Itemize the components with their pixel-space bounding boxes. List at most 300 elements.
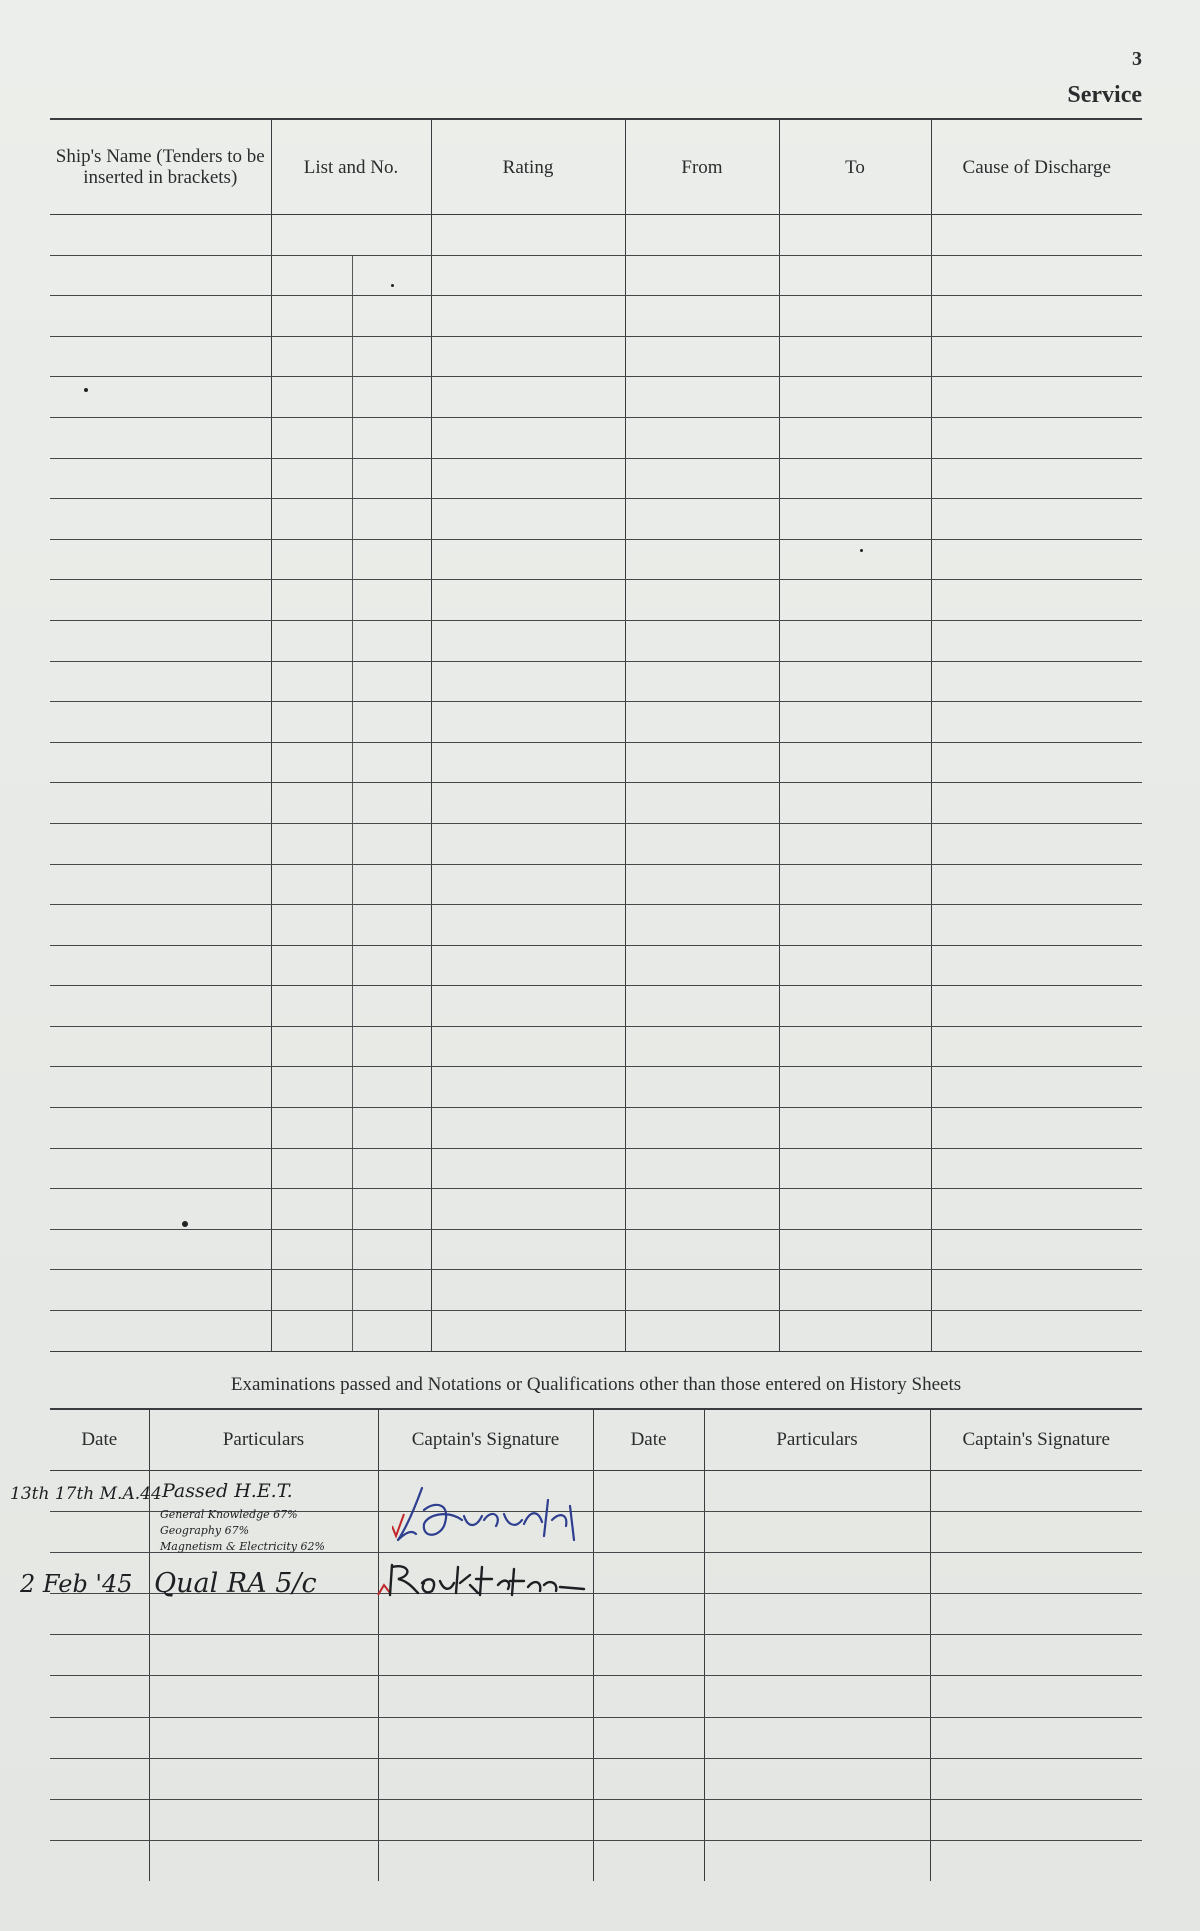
service-row [50, 580, 1142, 621]
cell-cause [931, 986, 1142, 1027]
cell-cause [931, 255, 1142, 296]
cell-from [625, 620, 779, 661]
cell-date [50, 1512, 149, 1553]
cell-cause [931, 1148, 1142, 1189]
cell-to [779, 1311, 931, 1352]
cell-date [593, 1512, 704, 1553]
cell-no [352, 1229, 431, 1270]
cell-no [352, 905, 431, 946]
cell-date [593, 1799, 704, 1840]
cell-no [352, 296, 431, 337]
cell-signature [378, 1799, 593, 1840]
cell-no [352, 620, 431, 661]
header-captain-signature-right: Captain's Signature [930, 1409, 1142, 1471]
cell-from [625, 336, 779, 377]
cell-rating [431, 905, 625, 946]
cell-ships-name [50, 661, 271, 702]
cell-to [779, 1108, 931, 1149]
cell-particulars [149, 1799, 378, 1840]
cell-cause [931, 499, 1142, 540]
cell-ships-name [50, 1270, 271, 1311]
cell-particulars [704, 1594, 930, 1635]
cell-from [625, 539, 779, 580]
cell-no [352, 255, 431, 296]
cell-from [625, 296, 779, 337]
cell-ships-name [50, 823, 271, 864]
cell-ships-name [50, 580, 271, 621]
cell-signature [930, 1594, 1142, 1635]
cell-list [271, 945, 352, 986]
ink-speck [182, 1221, 188, 1227]
exam-row [50, 1717, 1142, 1758]
service-row [50, 336, 1142, 377]
service-row [50, 661, 1142, 702]
header-cause-of-discharge: Cause of Discharge [931, 119, 1142, 215]
examinations-caption: Examinations passed and Notations or Qualifications other than those entered on History Sheets [230, 1374, 962, 1395]
cell-date [50, 1799, 149, 1840]
cell-rating [431, 864, 625, 905]
cell-particulars [704, 1676, 930, 1717]
cell-from [625, 1148, 779, 1189]
cell-date [593, 1717, 704, 1758]
cell-to [779, 458, 931, 499]
cell-no [352, 661, 431, 702]
cell-list [271, 499, 352, 540]
cell-to [779, 255, 931, 296]
cell-from [625, 864, 779, 905]
cell-particulars [149, 1676, 378, 1717]
cell-cause [931, 1229, 1142, 1270]
cell-list [271, 661, 352, 702]
cell-to [779, 661, 931, 702]
cell-list [271, 905, 352, 946]
service-row [50, 986, 1142, 1027]
cell-no [352, 1067, 431, 1108]
header-date-right: Date [593, 1409, 704, 1471]
cell-cause [931, 1189, 1142, 1230]
cell-to [779, 1229, 931, 1270]
cell-list [271, 702, 352, 743]
cell-ships-name [50, 539, 271, 580]
cell-from [625, 1229, 779, 1270]
cell-date [593, 1471, 704, 1512]
cell-no [352, 823, 431, 864]
cell-cause [931, 539, 1142, 580]
cell-date [593, 1676, 704, 1717]
cell-to [779, 336, 931, 377]
cell-rating [431, 1270, 625, 1311]
cell-rating [431, 215, 625, 256]
cell-no [352, 215, 431, 256]
header-date-left: Date [50, 1409, 149, 1471]
cell-cause [931, 1108, 1142, 1149]
cell-date [50, 1717, 149, 1758]
cell-signature [378, 1676, 593, 1717]
cell-list [271, 215, 352, 256]
cell-cause [931, 702, 1142, 743]
cell-to [779, 377, 931, 418]
cell-rating [431, 1108, 625, 1149]
cell-particulars [149, 1594, 378, 1635]
cell-no [352, 986, 431, 1027]
cell-particulars [149, 1717, 378, 1758]
cell-cause [931, 377, 1142, 418]
cell-from [625, 255, 779, 296]
service-row [50, 539, 1142, 580]
cell-from [625, 580, 779, 621]
cell-list [271, 377, 352, 418]
cell-rating [431, 702, 625, 743]
cell-date [50, 1758, 149, 1799]
cell-cause [931, 1067, 1142, 1108]
cell-no [352, 1270, 431, 1311]
cell-cause [931, 742, 1142, 783]
cell-from [625, 783, 779, 824]
cell-ships-name [50, 986, 271, 1027]
cell-particulars [704, 1553, 930, 1594]
cell-ships-name [50, 336, 271, 377]
service-row [50, 255, 1142, 296]
cell-rating [431, 1229, 625, 1270]
cell-to [779, 864, 931, 905]
header-rating: Rating [431, 119, 625, 215]
cell-from [625, 742, 779, 783]
service-table [50, 118, 1142, 1352]
entry-1-detail: Geography 67% [160, 1524, 250, 1537]
cell-date [593, 1840, 704, 1881]
cell-cause [931, 1026, 1142, 1067]
exam-row [50, 1840, 1142, 1881]
cell-signature [378, 1717, 593, 1758]
cell-rating [431, 986, 625, 1027]
header-particulars-left: Particulars [149, 1409, 378, 1471]
cell-from [625, 499, 779, 540]
service-row [50, 620, 1142, 661]
cell-list [271, 417, 352, 458]
service-row [50, 1067, 1142, 1108]
cell-no [352, 580, 431, 621]
cell-rating [431, 539, 625, 580]
cell-list [271, 580, 352, 621]
cell-list [271, 823, 352, 864]
cell-cause [931, 458, 1142, 499]
exam-row [50, 1594, 1142, 1635]
cell-date [593, 1594, 704, 1635]
cell-rating [431, 458, 625, 499]
service-row [50, 905, 1142, 946]
cell-cause [931, 336, 1142, 377]
cell-ships-name [50, 620, 271, 661]
cell-to [779, 945, 931, 986]
cell-no [352, 945, 431, 986]
cell-list [271, 864, 352, 905]
cell-date [50, 1840, 149, 1881]
cell-list [271, 1026, 352, 1067]
cell-to [779, 702, 931, 743]
cell-particulars [704, 1717, 930, 1758]
cell-to [779, 823, 931, 864]
cell-rating [431, 1026, 625, 1067]
cell-rating [431, 742, 625, 783]
service-row [50, 377, 1142, 418]
cell-list [271, 539, 352, 580]
cell-signature [378, 1840, 593, 1881]
cell-list [271, 1067, 352, 1108]
service-row [50, 1108, 1142, 1149]
cell-ships-name [50, 417, 271, 458]
cell-list [271, 783, 352, 824]
cell-no [352, 1311, 431, 1352]
header-to: To [779, 119, 931, 215]
cell-list [271, 1229, 352, 1270]
cell-ships-name [50, 1229, 271, 1270]
service-row [50, 1148, 1142, 1189]
cell-cause [931, 1311, 1142, 1352]
entry-1-detail: Magnetism & Electricity 62% [160, 1540, 325, 1553]
service-row [50, 1026, 1142, 1067]
cell-date [593, 1635, 704, 1676]
entry-1-detail: General Knowledge 67% [160, 1508, 298, 1521]
cell-cause [931, 864, 1142, 905]
cell-ships-name [50, 458, 271, 499]
cell-to [779, 499, 931, 540]
cell-ships-name [50, 905, 271, 946]
cell-cause [931, 215, 1142, 256]
service-row [50, 945, 1142, 986]
cell-from [625, 1067, 779, 1108]
ink-speck [860, 549, 863, 552]
service-row [50, 742, 1142, 783]
cell-ships-name [50, 296, 271, 337]
cell-to [779, 1189, 931, 1230]
cell-list [271, 336, 352, 377]
cell-no [352, 864, 431, 905]
cell-rating [431, 580, 625, 621]
cell-no [352, 742, 431, 783]
header-list-and-no: List and No. [271, 119, 431, 215]
cell-ships-name [50, 1148, 271, 1189]
cell-particulars [704, 1471, 930, 1512]
cell-no [352, 1148, 431, 1189]
cell-rating [431, 823, 625, 864]
cell-no [352, 1026, 431, 1067]
cell-rating [431, 783, 625, 824]
captain-signature-2 [374, 1555, 594, 1605]
cell-ships-name [50, 499, 271, 540]
cell-list [271, 1270, 352, 1311]
cell-no [352, 458, 431, 499]
service-row [50, 296, 1142, 337]
cell-to [779, 1270, 931, 1311]
cell-particulars [149, 1635, 378, 1676]
exam-row [50, 1676, 1142, 1717]
cell-signature [930, 1799, 1142, 1840]
cell-from [625, 945, 779, 986]
cell-from [625, 661, 779, 702]
cell-from [625, 417, 779, 458]
cell-from [625, 1270, 779, 1311]
cell-particulars [704, 1799, 930, 1840]
cell-cause [931, 620, 1142, 661]
cell-date [50, 1635, 149, 1676]
cell-list [271, 620, 352, 661]
ink-speck [84, 388, 88, 392]
cell-rating [431, 661, 625, 702]
cell-signature [930, 1635, 1142, 1676]
cell-date [593, 1758, 704, 1799]
cell-to [779, 296, 931, 337]
captain-signature-1 [392, 1480, 592, 1550]
cell-rating [431, 620, 625, 661]
service-row [50, 702, 1142, 743]
cell-to [779, 1026, 931, 1067]
cell-from [625, 1189, 779, 1230]
cell-from [625, 905, 779, 946]
cell-from [625, 458, 779, 499]
header-captain-signature-left: Captain's Signature [378, 1409, 593, 1471]
cell-particulars [149, 1840, 378, 1881]
cell-to [779, 986, 931, 1027]
cell-from [625, 986, 779, 1027]
cell-list [271, 255, 352, 296]
service-header-row [50, 119, 1142, 215]
cell-ships-name [50, 1026, 271, 1067]
cell-no [352, 336, 431, 377]
cell-ships-name [50, 1067, 271, 1108]
cell-rating [431, 417, 625, 458]
cell-to [779, 1067, 931, 1108]
cell-particulars [149, 1758, 378, 1799]
cell-to [779, 417, 931, 458]
cell-list [271, 296, 352, 337]
cell-date [50, 1594, 149, 1635]
cell-date [50, 1676, 149, 1717]
cell-from [625, 702, 779, 743]
cell-list [271, 1108, 352, 1149]
header-particulars-right: Particulars [704, 1409, 930, 1471]
cell-from [625, 377, 779, 418]
cell-signature [930, 1512, 1142, 1553]
cell-rating [431, 1148, 625, 1189]
header-from: From [625, 119, 779, 215]
examinations-table [50, 1408, 1142, 1881]
cell-cause [931, 580, 1142, 621]
cell-cause [931, 1270, 1142, 1311]
cell-to [779, 1148, 931, 1189]
cell-list [271, 1148, 352, 1189]
cell-rating [431, 499, 625, 540]
cell-list [271, 1311, 352, 1352]
cell-ships-name [50, 742, 271, 783]
cell-to [779, 620, 931, 661]
service-row [50, 417, 1142, 458]
cell-date [593, 1553, 704, 1594]
header-ships-name: Ship's Name (Tenders to be inserted in brackets) [50, 119, 271, 215]
service-row [50, 458, 1142, 499]
cell-list [271, 986, 352, 1027]
cell-rating [431, 296, 625, 337]
cell-no [352, 783, 431, 824]
cell-rating [431, 377, 625, 418]
cell-particulars [704, 1758, 930, 1799]
exam-row [50, 1758, 1142, 1799]
entry-2-particulars: Qual RA 5/c [154, 1568, 317, 1599]
cell-ships-name [50, 255, 271, 296]
cell-rating [431, 255, 625, 296]
service-row [50, 1189, 1142, 1230]
cell-from [625, 823, 779, 864]
cell-ships-name [50, 864, 271, 905]
cell-no [352, 377, 431, 418]
cell-ships-name [50, 783, 271, 824]
cell-list [271, 1189, 352, 1230]
service-row [50, 783, 1142, 824]
cell-cause [931, 661, 1142, 702]
entry-2-date: 2 Feb '45 [20, 1570, 133, 1598]
exam-header-row [50, 1409, 1142, 1471]
cell-signature [378, 1758, 593, 1799]
cell-to [779, 742, 931, 783]
cell-rating [431, 1189, 625, 1230]
cell-ships-name [50, 945, 271, 986]
cell-from [625, 1311, 779, 1352]
cell-to [779, 580, 931, 621]
cell-particulars [704, 1840, 930, 1881]
cell-ships-name [50, 1108, 271, 1149]
cell-list [271, 742, 352, 783]
cell-to [779, 783, 931, 824]
exam-row [50, 1799, 1142, 1840]
cell-signature [378, 1635, 593, 1676]
cell-particulars [704, 1635, 930, 1676]
cell-signature [930, 1758, 1142, 1799]
cell-from [625, 1108, 779, 1149]
cell-from [625, 215, 779, 256]
cell-cause [931, 945, 1142, 986]
cell-signature [930, 1717, 1142, 1758]
service-row [50, 1270, 1142, 1311]
cell-rating [431, 336, 625, 377]
page-number: 3 [1132, 48, 1142, 70]
service-row [50, 215, 1142, 256]
entry-1-date: 13th 17th M.A.44 [10, 1484, 162, 1504]
entry-1-particulars: Passed H.E.T. [162, 1480, 293, 1502]
service-row [50, 823, 1142, 864]
cell-rating [431, 1067, 625, 1108]
section-title: Service [1067, 82, 1142, 108]
cell-signature [930, 1471, 1142, 1512]
cell-ships-name [50, 1189, 271, 1230]
cell-no [352, 539, 431, 580]
cell-signature [930, 1840, 1142, 1881]
exam-row [50, 1635, 1142, 1676]
service-row [50, 499, 1142, 540]
cell-cause [931, 296, 1142, 337]
service-row [50, 1229, 1142, 1270]
cell-no [352, 1108, 431, 1149]
cell-cause [931, 417, 1142, 458]
cell-list [271, 458, 352, 499]
service-row [50, 1311, 1142, 1352]
ink-speck [391, 284, 394, 287]
cell-no [352, 1189, 431, 1230]
cell-signature [930, 1553, 1142, 1594]
cell-to [779, 215, 931, 256]
cell-ships-name [50, 377, 271, 418]
cell-ships-name [50, 1311, 271, 1352]
cell-rating [431, 945, 625, 986]
cell-no [352, 499, 431, 540]
